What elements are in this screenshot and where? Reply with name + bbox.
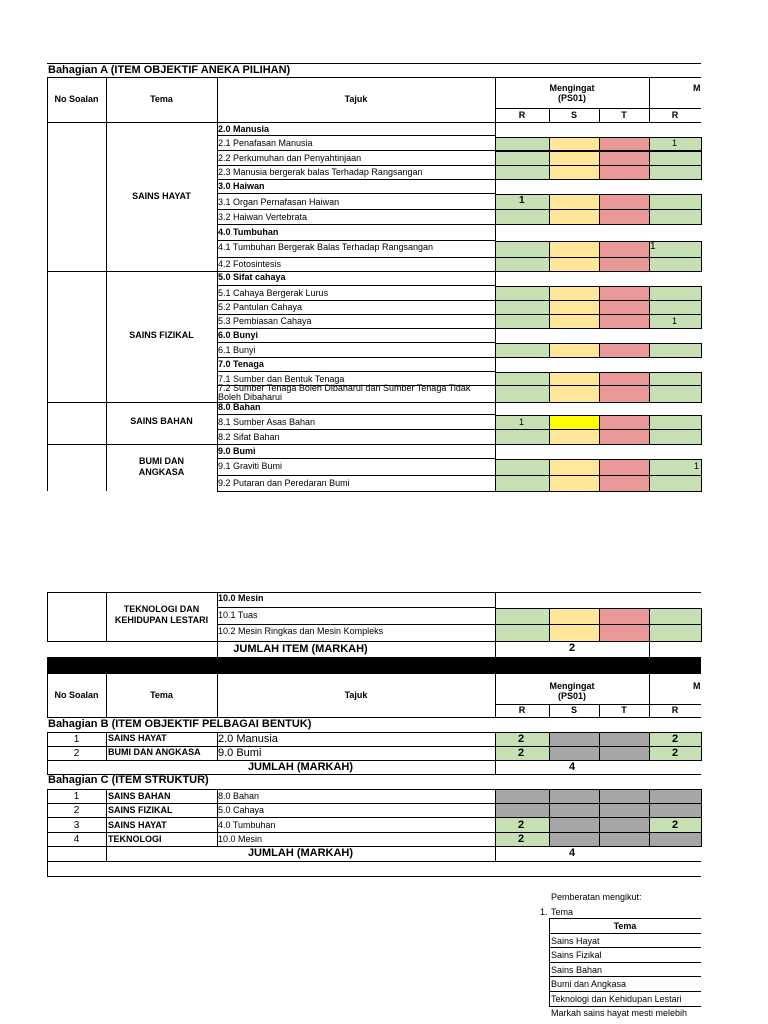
row-tajuk: 8.0 Bahan [218, 791, 260, 801]
theme-teknologi-line1: TEKNOLOGI DAN [123, 604, 200, 614]
topic-row: 5.1 Cahaya Bergerak Lurus [218, 288, 329, 298]
topic-heading: 2.0 Manusia [218, 124, 270, 134]
section-c-title: Bahagian C (ITEM STRUKTUR) [48, 774, 209, 786]
section-a-title: Bahagian A (ITEM OBJEKTIF ANEKA PILIHAN) [48, 64, 291, 76]
header-r2: R [671, 110, 679, 120]
weighting-item-no: 1. [540, 907, 548, 917]
row-no: 4 [73, 834, 80, 845]
weighting-theme: Bumi dan Angkasa [551, 979, 627, 989]
row-tajuk: 9.0 Bumi [218, 747, 262, 759]
row-tema: BUMI DAN ANGKASA [108, 747, 201, 757]
mark-value: 2 [672, 819, 679, 831]
weighting-footnote: Markah sains hayat mesti melebih [551, 1008, 688, 1018]
topic-row: 5.2 Pantulan Cahaya [218, 302, 303, 312]
total-c-label: JUMLAH (MARKAH) [247, 847, 354, 859]
theme-sains-fizikal: SAINS FIZIKAL [129, 330, 194, 340]
header-next-group: M [693, 681, 701, 691]
total-items-value: 2 [568, 642, 576, 654]
header-tajuk: Tajuk [344, 690, 368, 700]
row-no: 2 [73, 805, 80, 816]
header-no-soalan: No Soalan [54, 94, 99, 104]
row-tema: SAINS HAYAT [108, 733, 167, 743]
topic-row: 2.2 Perkumuhan dan Penyahtinjaan [218, 153, 362, 163]
topic-row: 2.1 Penafasan Manusia [218, 138, 313, 148]
topic-row: Boleh Dibaharui [218, 392, 283, 402]
topic-row: 6.1 Bunyi [218, 345, 256, 355]
row-no: 2 [73, 748, 80, 759]
topic-row: 7.1 Sumber dan Bentuk Tenaga [218, 374, 345, 384]
header-ps01: (PS01) [557, 93, 586, 103]
topic-row: 9.2 Putaran dan Peredaran Bumi [218, 478, 350, 488]
weighting-theme: Sains Fizikal [551, 950, 602, 960]
header-tema: Tema [150, 690, 173, 700]
topic-row: 5.3 Pembiasan Cahaya [218, 316, 312, 326]
mark-value: 1 [694, 461, 700, 471]
row-tajuk: 4.0 Tumbuhan [218, 820, 276, 830]
header-r: R [518, 705, 526, 715]
mark-value: 2 [518, 819, 525, 831]
weighting-theme: Sains Hayat [551, 936, 600, 946]
header-s: S [570, 110, 577, 120]
row-tajuk: 10.0 Mesin [218, 834, 263, 844]
topic-heading: 5.0 Sifat cahaya [218, 272, 286, 282]
topic-row: 9.1 Graviti Bumi [218, 461, 283, 471]
mark-value: 1 [650, 241, 656, 252]
row-tema: SAINS BAHAN [108, 791, 171, 801]
row-tema: TEKNOLOGI [108, 834, 162, 844]
theme-teknologi-line2: KEHIDUPAN LESTARI [114, 615, 209, 625]
black-separator [47, 658, 701, 674]
mark-value: 2 [518, 833, 525, 845]
row-no: 3 [73, 820, 80, 831]
header-mengingat: Mengingat [549, 83, 595, 93]
header-next-group: M [693, 83, 701, 93]
header-s: S [570, 705, 577, 715]
topic-row: 8.1 Sumber Asas Bahan [218, 417, 316, 427]
mark-value: 2 [518, 747, 525, 759]
row-tajuk: 5.0 Cahaya [218, 805, 265, 815]
mark-value: 2 [518, 733, 525, 745]
total-b-value: 4 [568, 761, 576, 773]
theme-bumi-line1: BUMI DAN [139, 456, 184, 466]
topic-row: 7.2 Sumber Tenaga Boleh Dibaharui dan Sumber Tenaga Tidak [218, 383, 471, 393]
mark-value: 1 [519, 417, 525, 427]
mark-value: 2 [672, 747, 679, 759]
header-r: R [518, 110, 526, 120]
page-clip [702, 0, 768, 1024]
weighting-table-header: Tema [613, 921, 637, 931]
topic-heading: 9.0 Bumi [218, 446, 256, 456]
header-ps01: (PS01) [557, 691, 586, 701]
topic-row: 3.2 Haiwan Vertebrata [218, 212, 308, 222]
weighting-item-label: Tema [551, 907, 574, 917]
total-b-label: JUMLAH (MARKAH) [247, 761, 354, 773]
mark-value: 1 [672, 316, 678, 326]
topic-row: 4.2 Fotosintesis [218, 259, 282, 269]
row-no: 1 [73, 734, 80, 745]
header-tajuk: Tajuk [344, 94, 368, 104]
topic-row: 4.1 Tumbuhan Bergerak Balas Terhadap Rangsangan [218, 242, 433, 252]
mark-value: 1 [672, 138, 678, 148]
total-items-label: JUMLAH ITEM (MARKAH) [233, 643, 368, 655]
topic-heading: 4.0 Tumbuhan [218, 227, 279, 237]
row-tema: SAINS FIZIKAL [108, 805, 173, 815]
weighting-theme: Sains Bahan [551, 965, 603, 975]
theme-sains-bahan: SAINS BAHAN [130, 416, 193, 426]
mark-value: 2 [672, 733, 679, 745]
topic-heading: 10.0 Mesin [218, 593, 264, 603]
theme-bumi-line2: ANGKASA [138, 467, 185, 477]
topic-row: 10.2 Mesin Ringkas dan Mesin Kompleks [218, 626, 384, 636]
mark-value: 1 [519, 195, 525, 206]
row-tajuk: 2.0 Manusia [218, 733, 278, 745]
topic-row: 10.1 Tuas [218, 610, 258, 620]
header-mengingat: Mengingat [549, 681, 595, 691]
weighting-intro: Pemberatan mengikut: [551, 892, 642, 902]
topic-heading: 3.0 Haiwan [218, 181, 265, 191]
topic-heading: 6.0 Bunyi [218, 330, 259, 340]
topic-row: 3.1 Organ Pernafasan Haiwan [218, 197, 340, 207]
header-t: T [621, 110, 627, 120]
topic-row: 2.3 Manusia bergerak balas Terhadap Rangsangan [218, 167, 423, 177]
total-c-value: 4 [568, 847, 576, 859]
header-no-soalan: No Soalan [54, 690, 99, 700]
row-tema: SAINS HAYAT [108, 820, 167, 830]
topic-heading: 7.0 Tenaga [218, 359, 264, 369]
row-no: 1 [73, 791, 80, 802]
topic-heading: 8.0 Bahan [218, 402, 261, 412]
weighting-theme: Teknologi dan Kehidupan Lestari [551, 994, 682, 1004]
header-r2: R [671, 705, 679, 715]
theme-sains-hayat: SAINS HAYAT [132, 191, 191, 201]
section-b-title: Bahagian B (ITEM OBJEKTIF PELBAGAI BENTUK) [48, 718, 312, 730]
topic-row: 8.2 Sifat Bahan [218, 432, 280, 442]
header-t: T [621, 705, 627, 715]
header-tema: Tema [150, 94, 173, 104]
